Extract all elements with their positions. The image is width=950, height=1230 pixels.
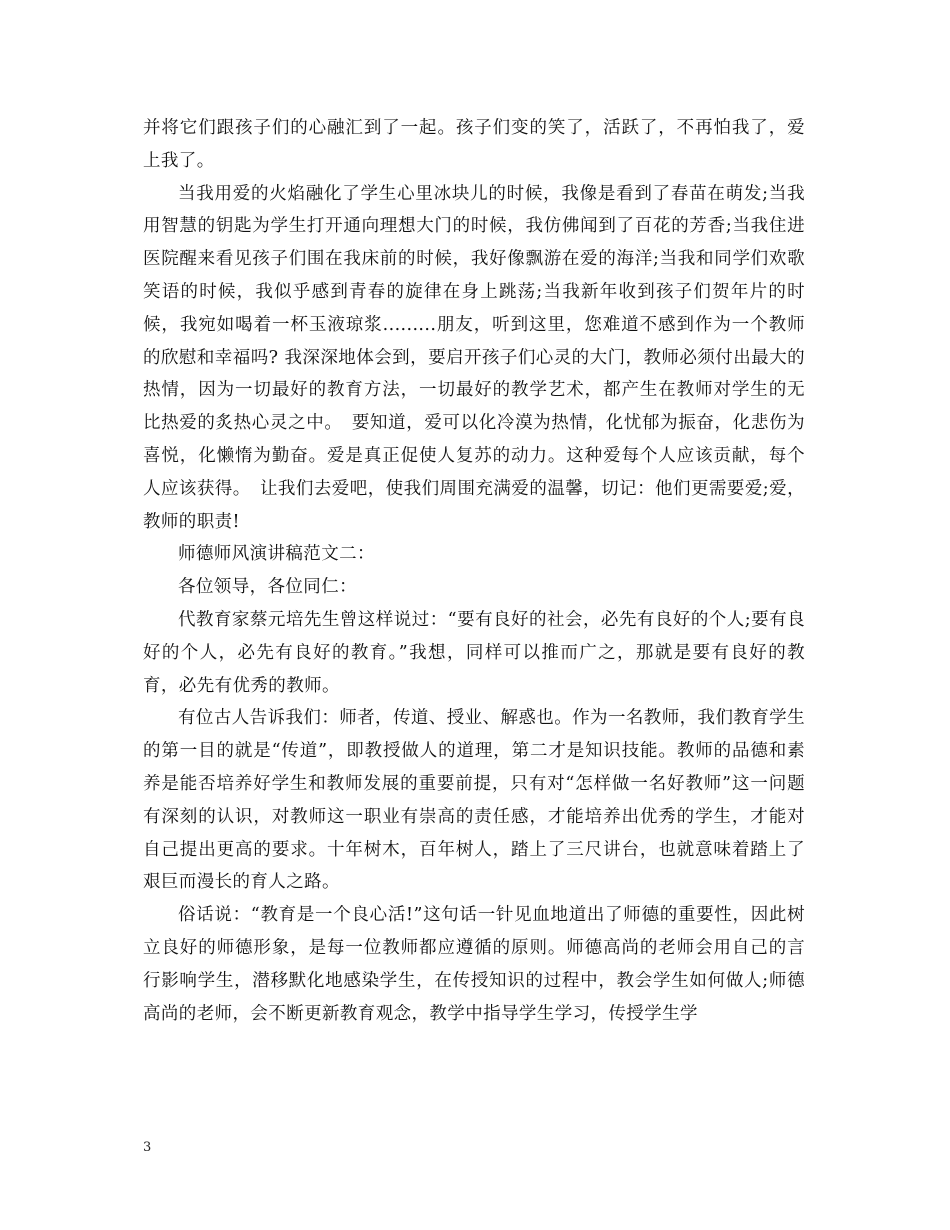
paragraph: 并将它们跟孩子们的心融汇到了一起。孩子们变的笑了，活跃了，不再怕我了，爱上我了。 [143, 118, 805, 171]
paragraph: 当我用爱的火焰融化了学生心里冰块儿的时候，我像是看到了春苗在萌发;当我用智慧的钥匙为学生打开通向理想大门的时候，我仿佛闻到了百花的芳香;当我住进医院醒来看见孩子们围在我床前的时候，我好像飘游在爱的海洋;当我和同学们欢歌笑语的时候，我似乎感到青春的旋律在身上跳荡;当我新年收到孩子们贺年片的时候，我宛如喝着一杯玉液琼浆.........朋友，听到这里，您难道不感到作为一个教师的欣慰和幸福吗? 我深深地体会到，要启开孩子们心灵的大门，教师必须付出最大的热情，因为一切最好的教育方法，一切最好的教学艺术，都产生在教师对学生的无比热爱的炙热心灵之中。 要知道，爱可以化冷漠为热情，化忧郁为振奋，化悲伤为喜悦，化懒惰为勤奋。爱是真正促使人复苏的动力。这种爱每个人应该贡献，每个人应该获得。 让我们去爱吧，使我们周围充满爱的温馨，切记：他们更需要爱;爱，教师的职责! [143, 183, 805, 532]
paragraph: 有位古人告诉我们：师者，传道、授业、解惑也。作为一名教师，我们教育学生的第一目的就是“传道”，即教授做人的道理，第二才是知识技能。教师的品德和素养是能否培养好学生和教师发展的重要前提，只有对“怎样做一名好教师”这一问题有深刻的认识，对教师这一职业有崇高的责任感，才能培养出优秀的学生，才能对自己提出更高的要求。十年树木，百年树人，踏上了三尺讲台，也就意味着踏上了艰巨而漫长的育人之路。 [143, 708, 805, 893]
salutation: 各位领导，各位同仁： [178, 577, 357, 598]
paragraph: 俗话说：“教育是一个良心活!”这句话一针见血地道出了师德的重要性，因此树立良好的师德形象，是每一位教师都应遵循的原则。师德高尚的老师会用自己的言行影响学生，潜移默化地感染学生，在传授知识的过程中，教会学生如何做人;师德高尚的老师，会不断更新教育观念，教学中指导学生学习，传授学生学 [143, 905, 805, 1024]
page-number: 3 [143, 1140, 152, 1155]
paragraph: 代教育家蔡元培先生曾这样说过：“要有良好的社会，必先有良好的个人;要有良好的个人，必先有良好的教育。”我想，同样可以推而广之，那就是要有良好的教育，必先有优秀的教师。 [143, 609, 805, 696]
document-body [143, 112, 805, 1030]
section-heading: 师德师风演讲稿范文二： [178, 544, 375, 565]
